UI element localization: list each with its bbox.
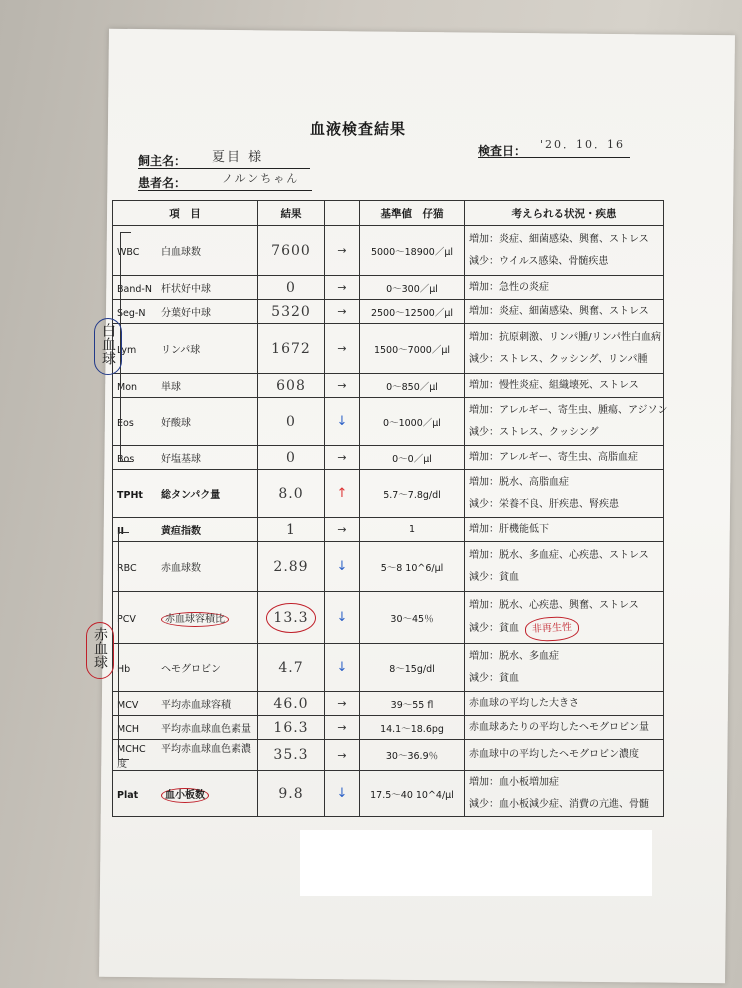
item-cell [113,324,258,374]
name-circle: 血小板数 [161,788,209,803]
result-cell [258,518,325,542]
context-text: 増加：脱水、高脂血症 [469,476,569,488]
arrow-cell [325,446,360,470]
result-cell [258,470,325,518]
context-text: 減少：ウイルス感染、骨髄疾患 [469,255,609,267]
context-text: 増加：脱水、多血症 [469,650,559,662]
context-cell [465,644,664,692]
context-cell [465,226,664,276]
context-line [469,447,659,469]
item-abbr: WBC [117,247,140,258]
item-cell [113,374,258,398]
table-row [113,771,664,817]
context-text: 減少：ストレス、クッシング [469,426,599,438]
header-arrow [325,201,360,226]
context-line [469,744,659,766]
result-value: 8.0 [278,485,304,502]
context-text: 増加：脱水、多血症、心疾患、ストレス [469,549,649,561]
item-cell [113,446,258,470]
item-abbr: Bos [117,454,135,465]
result-cell [258,740,325,771]
item-name [161,788,209,803]
item-name [161,612,229,627]
reference-cell: 17.5～40 10^4/μl [360,771,465,817]
context-text: 赤血球あたりの平均したヘモグロビン量 [469,721,649,733]
context-line [469,422,659,444]
item-abbr: MCV [117,700,139,711]
reference-cell: 0～850／μl [360,374,465,398]
arrow-cell [325,692,360,716]
reference-cell: 0～300／μl [360,276,465,300]
table-row [113,276,664,300]
context-text: 増加：脱水、心疾患、興奮、ストレス [469,599,639,611]
context-text: 増加：アレルギー、寄生虫、高脂血症 [469,451,638,463]
patient-value: ノルンちゃん [222,172,300,185]
result-cell [258,716,325,740]
result-value: 2.89 [273,558,309,575]
context-cell [465,276,664,300]
result-value: 5320 [271,303,311,320]
reference-cell: 30～45％ [360,592,465,644]
result-value: 0 [286,413,296,430]
arrow-cell [325,644,360,692]
arrow-up-icon: ↑ [336,486,348,501]
item-name: ヘモグロビン [161,664,221,675]
arrow-right-icon: → [337,244,347,257]
arrow-cell [325,324,360,374]
arrow-right-icon: → [337,281,347,294]
arrow-cell [325,771,360,817]
result-value: 0 [286,449,296,466]
context-cell [465,470,664,518]
context-line [469,277,659,299]
header-context: 考えられる状況・疾患 [465,201,664,226]
result-value: 35.3 [273,747,309,763]
item-name: 杆状好中球 [161,284,211,295]
item-cell [113,692,258,716]
result-cell [258,276,325,300]
context-cell [465,771,664,817]
item-name: 好酸球 [161,418,191,429]
context-line [469,717,659,739]
item-cell [113,276,258,300]
owner-value: 夏目 様 [212,150,264,165]
arrow-right-icon: → [337,342,347,355]
reference-cell: 0～0／μl [360,446,465,470]
result-value: 608 [276,377,306,394]
result-cell [258,592,325,644]
context-line [469,472,659,494]
context-cell [465,374,664,398]
result-value: 13.3 [273,609,309,626]
context-text: 減少：貧血 [469,672,519,684]
item-cell [113,771,258,817]
item-abbr: Lym [117,345,137,356]
item-abbr: Plat [117,790,139,801]
item-cell [113,226,258,276]
context-text: 減少：血小板減少症、消費の亢進、骨髄 [469,798,649,810]
context-cell [465,542,664,592]
context-text: 赤血球の平均した大きさ [469,697,579,709]
arrow-down-icon: ↓ [336,559,348,574]
reference-cell: 0～1000／μl [360,398,465,446]
table-row [113,300,664,324]
result-value: 0 [286,279,296,296]
context-line [469,595,659,617]
table-row [113,470,664,518]
reference-cell: 1 [360,518,465,542]
table-row [113,740,664,771]
context-line [469,693,659,715]
arrow-down-icon: ↓ [336,786,348,801]
result-value: 46.0 [273,695,309,712]
context-line [469,668,659,690]
item-abbr: TPHt [117,490,143,501]
context-cell [465,692,664,716]
reference-cell: 14.1～18.6pg [360,716,465,740]
result-cell [258,644,325,692]
context-cell [465,592,664,644]
context-cell [465,716,664,740]
context-text: 増加：炎症、細菌感染、興奮、ストレス [469,305,649,317]
table-body [113,226,668,817]
context-line [469,494,659,516]
item-abbr: Band-N [117,284,152,295]
result-value: 4.7 [278,659,304,676]
item-cell [113,644,258,692]
results-table [112,200,668,817]
context-line [469,545,659,567]
item-name: 好塩基球 [161,454,201,465]
result-cell [258,226,325,276]
context-cell [465,398,668,446]
item-abbr: Mon [117,382,138,393]
arrow-right-icon: → [337,697,347,710]
context-line [469,617,659,641]
date-underline [478,157,630,158]
redaction-block [300,830,652,896]
context-line [469,567,659,589]
table-row [113,692,664,716]
arrow-right-icon: → [337,523,347,536]
header-reference: 基準値 仔猫 [360,201,465,226]
context-cell [465,324,664,374]
red-group-text: 赤血球 [92,627,108,669]
item-name: リンパ球 [161,345,201,356]
arrow-right-icon: → [337,748,347,762]
context-line [469,229,659,251]
reference-cell: 5.7～7.8g/dl [360,470,465,518]
arrow-cell [325,300,360,324]
item-cell [113,740,258,771]
arrow-cell [325,542,360,592]
result-circle [266,603,315,633]
reference-cell: 2500～12500／μl [360,300,465,324]
item-abbr: PCV [117,614,136,625]
table-header-row [113,201,664,226]
context-text: 増加：アレルギー、寄生虫、腫瘍、アジソン [469,404,668,416]
table-row [113,592,664,644]
header-item: 項 目 [113,201,258,226]
item-cell [113,716,258,740]
date-value: '20．10．16 [540,138,626,151]
table-row [113,374,664,398]
context-cell [465,740,664,771]
context-line [469,301,659,323]
result-value: 1 [286,521,296,538]
context-cell [465,446,664,470]
arrow-right-icon: → [337,721,347,734]
item-name: 分葉好中球 [161,308,211,319]
table-row [113,446,664,470]
item-abbr: Seg-N [117,308,146,319]
context-text: 減少：栄養不良、肝疾患、腎疾患 [469,498,619,510]
table-row [113,542,664,592]
item-abbr: RBC [117,563,137,574]
arrow-cell [325,518,360,542]
context-line [469,772,659,794]
item-cell [113,592,258,644]
context-line [469,794,659,816]
item-abbr: II [117,526,125,537]
arrow-cell [325,276,360,300]
reference-cell: 39～55 fl [360,692,465,716]
arrow-cell [325,226,360,276]
context-line [469,646,659,668]
reference-cell: 5～8 10^6/μl [360,542,465,592]
context-text: 増加：急性の炎症 [469,281,549,293]
white-group-text: 白血球 [100,323,116,365]
arrow-cell [325,398,360,446]
item-name: 平均赤血球血色素濃度 [117,744,251,770]
context-line [469,349,659,371]
patient-label: 患者名： [138,176,187,190]
red-cell-group-label [86,622,114,679]
owner-label: 飼主名： [138,154,187,168]
table-row [113,644,664,692]
arrow-right-icon: → [337,305,347,318]
item-cell [113,300,258,324]
context-line [469,251,659,273]
handwritten-note: 非再生性 [524,615,579,642]
reference-cell: 30～36.9％ [360,740,465,771]
reference-cell: 5000～18900／μl [360,226,465,276]
result-value: 7600 [271,242,311,259]
page-title: 血液検査結果 [310,120,407,138]
item-cell [113,398,258,446]
item-abbr: MCHC [117,744,146,755]
context-cell [465,518,664,542]
result-cell [258,692,325,716]
arrow-cell [325,374,360,398]
arrow-cell [325,592,360,644]
reference-cell: 8～15g/dl [360,644,465,692]
context-text: 減少：貧血 [469,622,519,634]
arrow-right-icon: → [337,451,347,464]
item-name: 平均赤血球容積 [161,700,231,711]
item-cell [113,518,258,542]
date-label: 検査日： [478,144,527,158]
context-text: 増加：血小板増加症 [469,776,559,788]
result-cell [258,324,325,374]
name-circle: 赤血球容積比 [161,612,229,627]
arrow-cell [325,470,360,518]
item-name: 総タンパク量 [161,490,221,501]
item-abbr: Eos [117,418,134,429]
item-name: 単球 [161,382,181,393]
result-cell [258,542,325,592]
context-line [469,400,668,422]
context-text: 減少：ストレス、クッシング、リンパ腫 [469,353,648,365]
context-cell [465,300,664,324]
context-line [469,519,659,541]
item-cell [113,470,258,518]
owner-underline [138,168,310,169]
patient-underline [138,190,312,191]
red-cell-bracket [118,532,129,760]
arrow-down-icon: ↓ [336,610,348,625]
item-name: 白血球数 [161,247,201,258]
arrow-down-icon: ↓ [336,660,348,675]
result-value: 9.8 [278,785,304,802]
arrow-cell [325,740,360,771]
context-line [469,375,659,397]
table-row [113,518,664,542]
result-cell [258,771,325,817]
arrow-right-icon: → [337,379,347,392]
result-cell [258,446,325,470]
table-row [113,716,664,740]
header-result: 結果 [258,201,325,226]
context-text: 増加：慢性炎症、組織壊死、ストレス [469,379,639,391]
result-value: 16.3 [273,719,309,736]
result-cell [258,300,325,324]
table-row [113,398,664,446]
item-abbr: MCH [117,724,139,735]
white-cell-group-label [94,318,122,375]
reference-cell: 1500～7000／μl [360,324,465,374]
arrow-cell [325,716,360,740]
item-name: 黄疸指数 [161,526,201,537]
context-line [469,327,659,349]
result-value: 1672 [271,340,311,357]
context-text: 赤血球中の平均したヘモグロビン濃度 [469,749,639,760]
context-text: 増加：肝機能低下 [469,523,549,535]
context-text: 増加：炎症、細菌感染、興奮、ストレス [469,233,649,245]
item-name: 赤血球数 [161,563,201,574]
item-abbr: Hb [117,664,131,675]
table-row [113,324,664,374]
result-cell [258,374,325,398]
context-text: 増加：抗原刺激、リンパ腫/リンパ性白血病 [469,331,661,343]
arrow-down-icon: ↓ [336,414,348,429]
table-row [113,226,664,276]
context-text: 減少：貧血 [469,571,519,583]
result-cell [258,398,325,446]
item-name: 平均赤血球血色素量 [161,724,251,735]
item-cell [113,542,258,592]
